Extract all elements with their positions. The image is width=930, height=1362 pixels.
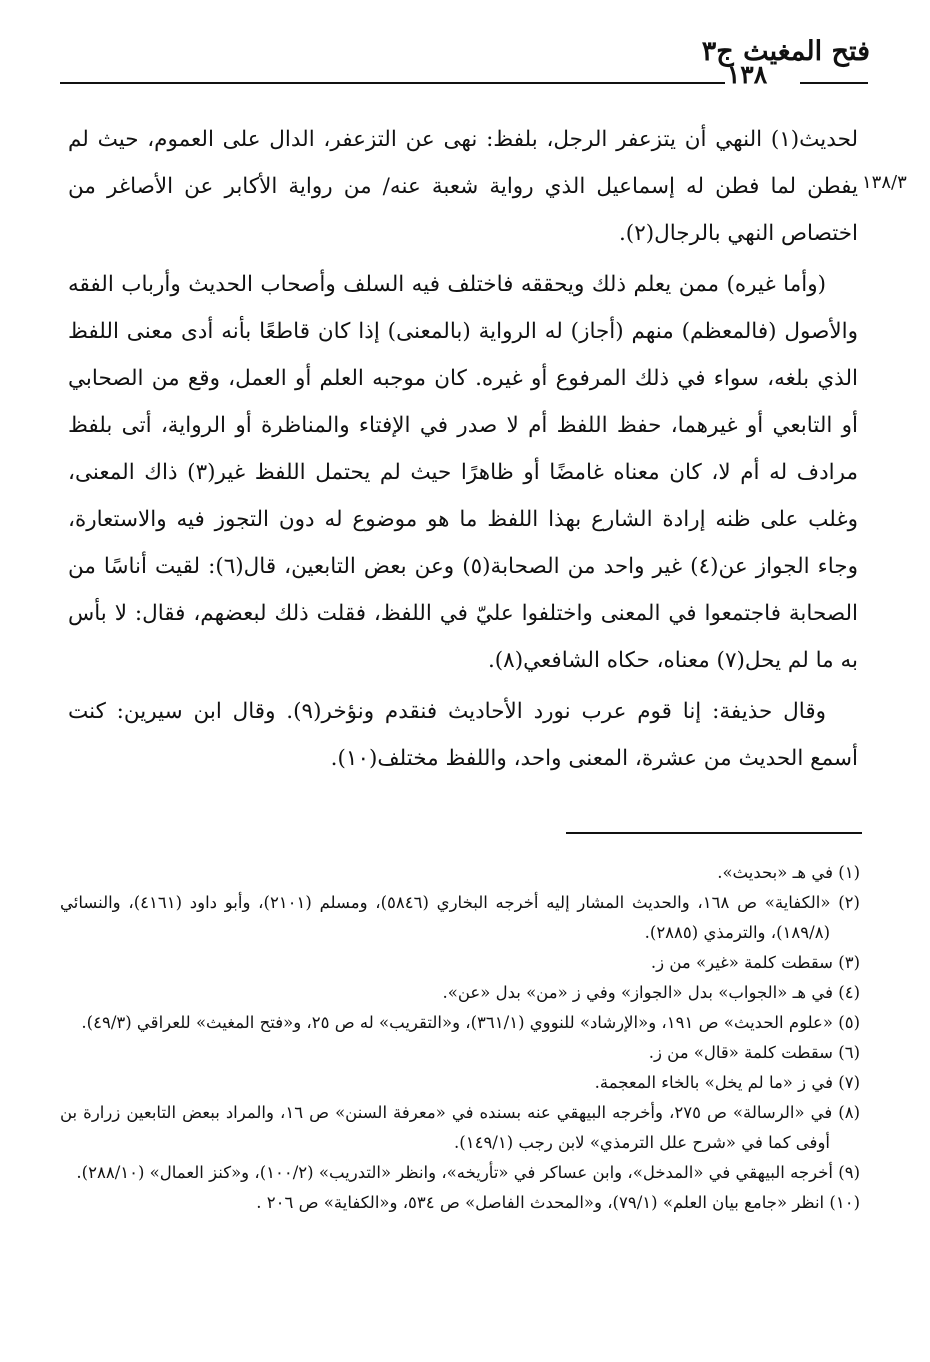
body-paragraph-2: (وأما غيره) ممن يعلم ذلك ويحققه فاختلف فيه السلف وأصحاب الحديث وأرباب الفقه والأصول (فالمعظم) منهم (أجاز) له الرواية (بالمعنى) إذا كان قاطعًا بأنه أدى معنى اللفظ الذي بلغه، سواء في ذلك المرفوع أو غيره. كان موجبه العلم أو العمل، وقع من الصحابي أو التابعي أو غيرهما، حفظ اللفظ أم لا صدر في الإفتاء والمناظرة أو الرواية، أتى بلفظ مرادف له أم لا، كان معناه غامضًا أو ظاهرًا حيث لم يحتمل اللفظ غير(٣) ذاك المعنى، وغلب على ظنه إرادة الشارع بهذا اللفظ ما هو موضوع له دون التجوز فيه والاستعارة، وجاء الجواز عن(٤) غير واحد من الصحابة(٥) وعن بعض التابعين، قال(٦): لقيت أناسًا من الصحابة فاجتمعوا في المعنى واختلفوا عليّ في اللفظ، فقلت ذلك لبعضهم، فقال: لا بأس به ما لم يحل(٧) معناه، حكاه الشافعي(٨).	[68, 272, 859, 673]
header-rule-short	[800, 82, 868, 84]
main-text	[68, 116, 858, 782]
footnote-2: (٢) «الكفاية» ص ١٦٨، والحديث المشار إليه أخرجه البخاري (٥٨٤٦)، ومسلم (٢١٠١)، وأبو داود (٤١٦١)، والنسائي (١٨٩/٨)، والترمذي (٢٨٨٥).	[60, 893, 860, 942]
footnote-8: (٨) في «الرسالة» ص ٢٧٥، وأخرجه البيهقي عنه بسنده في «معرفة السنن» ص ١٦، والمراد ببعض التابعين زرارة بن أوفى كما في «شرح علل الترمذي» لابن رجب (١٤٩/١).	[60, 1103, 860, 1152]
footnote-10: (١٠) انظر «جامع بيان العلم» (٧٩/١)، و«المحدث الفاصل» ص ٥٣٤، و«الكفاية» ص ٢٠٦ .	[256, 1193, 860, 1212]
footnote-5: (٥) «علوم الحديث» ص ١٩١، و«الإرشاد» للنووي (٣٦١/١)، و«التقريب» له ص ٢٥، و«فتح المغيث» للعراقي (٤٩/٣).	[81, 1013, 860, 1032]
page-number: ١٣٨	[726, 60, 768, 89]
footnote-6: (٦) سقطت كلمة «قال» من ز.	[648, 1043, 860, 1062]
footnote-1: (١) في هـ «بحديث».	[717, 863, 860, 882]
body-paragraph-1: لحديث(١) النهي أن يتزعفر الرجل، بلفظ: نهى عن التزعفر، الدال على العموم، حيث لم يفطن لما فطن له إسماعيل الذي رواية شعبة عنه/ من رواية الأكابر عن الأصاغر من اختصاص النهي بالرجال(٢).	[68, 127, 858, 246]
header-rule	[60, 82, 725, 84]
body-paragraph-3: وقال حذيفة: إنا قوم عرب نورد الأحاديث فنقدم ونؤخر(٩). وقال ابن سيرين: كنت أسمع الحديث من عشرة، المعنى واحد، واللفظ مختلف(١٠).	[68, 699, 858, 771]
footnote-4: (٤) في هـ «الجواب» بدل «الجواز» وفي ز «من» بدل «عن».	[442, 983, 860, 1002]
footnotes	[60, 858, 860, 1218]
footnote-3: (٣) سقطت كلمة «غير» من ز.	[650, 953, 860, 972]
margin-note: ١٣٨/٣	[862, 172, 907, 193]
footnote-7: (٧) في ز «ما لم يخل» بالخاء المعجمة.	[594, 1073, 860, 1092]
running-title: فتح المغيث ج٣	[701, 36, 870, 67]
footnote-separator	[566, 832, 862, 834]
footnote-9: (٩) أخرجه البيهقي في «المدخل»، وابن عساكر في «تأريخه»، وانظر «التدريب» (١٠٠/٢)، و«كنز العمال» (٢٨٨/١٠).	[76, 1163, 860, 1182]
